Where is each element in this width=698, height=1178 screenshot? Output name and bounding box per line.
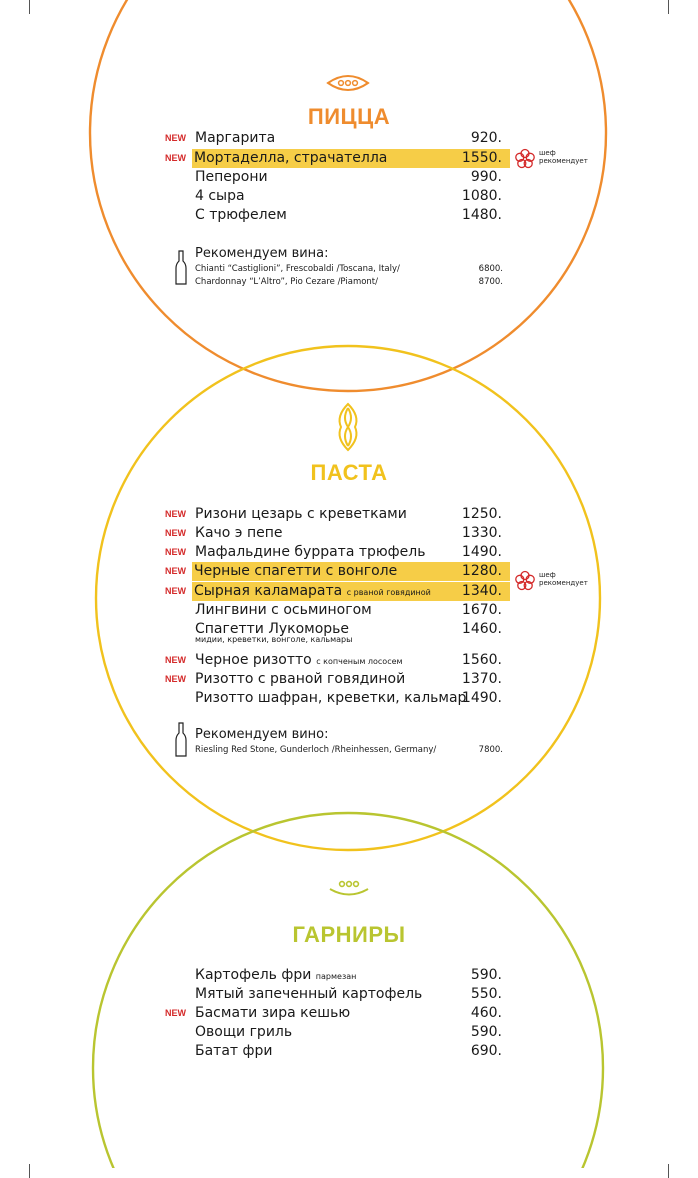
chef-line2: рекомендует: [539, 579, 588, 587]
pizza-title: ПИЦЦА: [307, 104, 391, 129]
sides-title: ГАРНИРЫ: [292, 922, 406, 947]
item-price: 1330.: [461, 525, 502, 541]
item-price: 920.: [470, 130, 502, 146]
item-name: Маргарита: [195, 130, 276, 146]
chef-flower-icon: [514, 148, 536, 170]
item-subtitle: пармезан: [315, 972, 357, 981]
wine-price: 7800.: [478, 745, 503, 755]
item-name: Черное ризотто: [195, 652, 312, 668]
crop-mark: [29, 0, 30, 14]
new-badge: NEW: [165, 547, 186, 557]
menu-item: [193, 1023, 510, 1042]
chef-flower-icon: [514, 570, 536, 592]
sides-bowl-icon: [327, 878, 371, 898]
chef-line1: шеф: [539, 571, 556, 579]
menu-item: [193, 651, 510, 670]
crop-mark: [668, 1164, 669, 1178]
wine-price: 8700.: [478, 277, 503, 287]
item-name: Мятый запеченный картофель: [195, 986, 423, 1002]
wine-item: [195, 276, 503, 289]
menu-item: [193, 524, 510, 543]
menu-item-highlighted: [192, 149, 510, 168]
item-price: 590.: [470, 1024, 502, 1040]
menu-item: [193, 1004, 510, 1023]
menu-item: [193, 670, 510, 689]
item-price: 1340.: [461, 583, 502, 599]
item-name: Ризони цезарь с креветками: [195, 506, 407, 522]
new-badge: NEW: [165, 133, 186, 143]
item-price: 1490.: [461, 544, 502, 560]
item-name: Мафальдине буррата трюфель: [195, 544, 426, 560]
new-badge: NEW: [165, 509, 186, 519]
menu-item: [193, 966, 510, 985]
menu-item: [193, 206, 510, 225]
item-name: Черные спагетти с вонголе: [194, 563, 398, 579]
item-price: 690.: [470, 1043, 502, 1059]
wine-price: 6800.: [478, 264, 503, 274]
item-price: 990.: [470, 169, 502, 185]
new-badge: NEW: [165, 528, 186, 538]
crop-mark: [668, 0, 669, 14]
item-name: Сырная каламарата: [194, 583, 343, 599]
item-name: Качо э пепе: [195, 525, 283, 541]
wine-name: Chardonnay “L’Altro”, Pio Cezare /Piamont/: [195, 277, 379, 287]
item-price: 1080.: [461, 188, 502, 204]
item-name: Спагетти Лукоморье: [195, 621, 350, 637]
menu-item: [193, 1042, 510, 1061]
item-name: Ризотто шафран, креветки, кальмар: [195, 690, 467, 706]
item-price: 1280.: [461, 563, 502, 579]
item-price: 1370.: [461, 671, 502, 687]
item-price: 1490.: [461, 690, 502, 706]
item-name: Лингвини с осьминогом: [195, 602, 372, 618]
menu-item-highlighted: [192, 582, 510, 601]
item-name: Басмати зира кешью: [195, 1005, 351, 1021]
menu-item: [193, 168, 510, 187]
item-price: 1460.: [461, 621, 502, 637]
pizza-eye-icon: [325, 72, 371, 94]
wine-bottle-icon: [175, 250, 187, 286]
wine-name: Riesling Red Stone, Gunderloch /Rheinhessen, Germany/: [195, 745, 437, 755]
item-name: Ризотто с рваной говядиной: [195, 671, 406, 687]
new-badge: NEW: [165, 1008, 186, 1018]
item-name: Овощи гриль: [195, 1024, 293, 1040]
wine-item: [195, 744, 503, 757]
wine-name: Chianti “Castiglioni”, Frescobaldi /Toscana, Italy/: [195, 264, 400, 274]
new-badge: NEW: [165, 153, 186, 163]
chef-line2: рекомендует: [539, 157, 588, 165]
menu-item: [193, 689, 510, 708]
item-name: Пеперони: [195, 169, 268, 185]
wines-heading: Рекомендуем вино:: [195, 727, 329, 742]
item-name: Батат фри: [195, 1043, 273, 1059]
item-price: 550.: [470, 986, 502, 1002]
menu-item: [193, 187, 510, 206]
new-badge: NEW: [165, 566, 186, 576]
new-badge: NEW: [165, 655, 186, 665]
item-price: 1480.: [461, 207, 502, 223]
item-name: С трюфелем: [195, 207, 287, 223]
chef-line1: шеф: [539, 149, 556, 157]
menu-item: [193, 129, 510, 148]
crop-mark: [29, 1164, 30, 1178]
wine-item: [195, 263, 503, 276]
item-price: 1250.: [461, 506, 502, 522]
item-price: 1550.: [461, 150, 502, 166]
new-badge: NEW: [165, 586, 186, 596]
menu-item: [193, 543, 510, 562]
item-name: Мортаделла, страчателла: [194, 150, 388, 166]
pasta-title: ПАСТА: [310, 460, 388, 485]
menu-item: [193, 505, 510, 524]
menu-item: [193, 620, 510, 650]
menu-item-highlighted: [192, 562, 510, 581]
chef-recommends: [514, 148, 588, 172]
wine-bottle-icon: [175, 722, 187, 758]
item-note: мидии, креветки, вонголе, кальмары: [195, 635, 353, 644]
new-badge: NEW: [165, 674, 186, 684]
item-price: 1670.: [461, 602, 502, 618]
item-price: 1560.: [461, 652, 502, 668]
wines-heading: Рекомендуем вина:: [195, 246, 329, 261]
menu-item: [193, 601, 510, 620]
chef-recommends: [514, 570, 588, 594]
item-subtitle: с копченым лососем: [316, 657, 403, 666]
menu-item: [193, 985, 510, 1004]
item-name: Картофель фри: [195, 967, 312, 983]
item-subtitle: с рваной говядиной: [346, 588, 431, 597]
item-price: 460.: [470, 1005, 502, 1021]
item-name: 4 сыра: [195, 188, 245, 204]
pasta-fork-icon: [333, 402, 363, 452]
item-price: 590.: [470, 967, 502, 983]
